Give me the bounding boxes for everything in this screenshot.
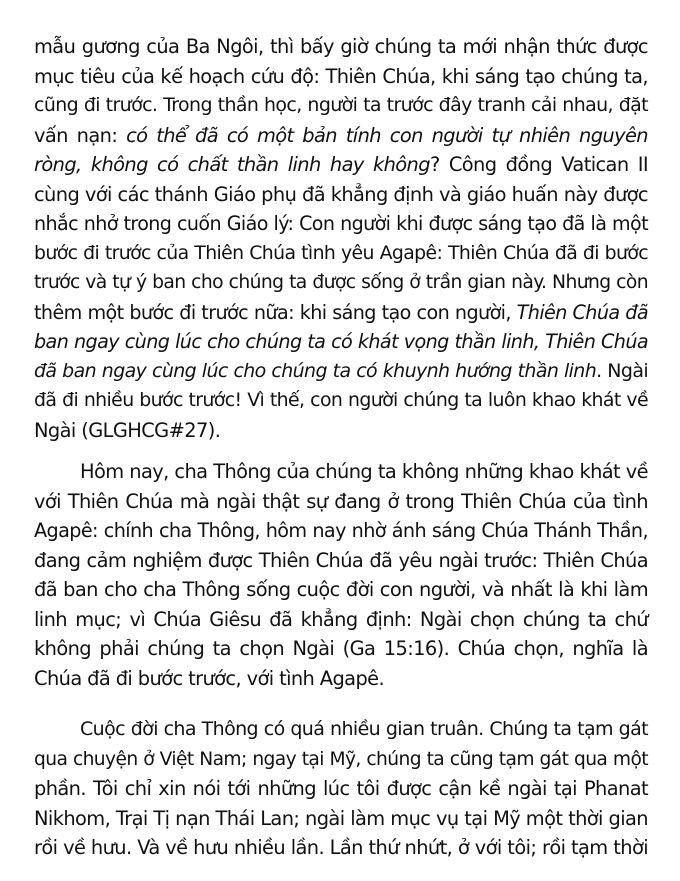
text-segment: mục tiêu của kế hoạch cứu độ: Thiên Chúa, khi sáng tạo chúng ta, (34, 64, 648, 88)
text-line (34, 357, 648, 387)
text-line (34, 605, 648, 635)
text-segment: Ngài (GLGHCG#27). (34, 418, 221, 442)
text-line (34, 516, 648, 546)
text-line (34, 62, 648, 92)
text-segment: phần. Tôi chỉ xin nói tới những lúc tôi được cận kề ngài tại Phanat (34, 777, 648, 800)
text-segment: cùng với các thánh Giáo phụ đã khẳng định và giáo huấn này được (34, 182, 648, 206)
text-segment: cũng đi trước. Trong thần học, người ta trước đây tranh cải nhau, đặt (34, 94, 648, 116)
paragraph (34, 32, 648, 445)
text-line (34, 209, 648, 239)
text-segment-italic: đã ban ngay cùng lúc cho chúng ta có khuynh hướng thần linh (34, 359, 597, 382)
text-line (34, 664, 648, 694)
text-line (34, 546, 648, 576)
text-line (34, 150, 648, 180)
text-segment-italic: Thiên Chúa đã (516, 300, 648, 324)
text-segment: Cuộc đời cha Thông có quá nhiều gian truân. Chúng ta tạm gát (80, 718, 648, 740)
text-segment: Agapê: chính cha Thông, hôm nay nhờ ánh sáng Chúa Thánh Thần, (34, 519, 648, 542)
text-segment: Nikhom, Trại Tị nạn Thái Lan; ngài làm mục vụ tại Mỹ một thời gian (34, 806, 648, 830)
text-line (34, 91, 648, 121)
text-line (34, 634, 648, 664)
text-segment: . Ngài (596, 359, 648, 382)
text-segment: nhắc nhở trong cuốn Giáo lý: Con người khi được sáng tạo đã là một (34, 212, 648, 235)
text-segment: rồi về hưu. Và về hưu nhiều lần. Lần thứ nhứt, ở với tôi; rồi tạm thời (34, 836, 648, 859)
paragraph (34, 715, 648, 863)
text-segment: đã đi nhiều bước trước! Vì thế, con người chúng ta luôn khao khát về (34, 389, 648, 411)
text-line (34, 180, 648, 210)
text-line (34, 457, 648, 487)
text-segment-italic: có thể đã có một bản tính con người tự nhiên nguyên (126, 123, 648, 147)
text-line (34, 386, 648, 416)
text-line (34, 487, 648, 517)
text-line (34, 239, 648, 269)
text-line (34, 575, 648, 605)
text-segment: thêm một bước đi trước nữa: khi sáng tạo con người, (34, 300, 517, 324)
text-segment: không phải chúng ta chọn Ngài (Ga 15:16). Chúa chọn, nghĩa là (34, 637, 648, 660)
text-line (34, 715, 648, 745)
paragraph (34, 457, 648, 693)
text-segment: đã ban cho cha Thông sống cuộc đời con người, và nhất là khi làm (34, 578, 648, 601)
text-line (34, 774, 648, 804)
text-line (34, 32, 648, 62)
text-segment: ? Công đồng Vatican II (429, 153, 648, 176)
text-line (34, 804, 648, 834)
text-segment: Hôm nay, cha Thông của chúng ta không những khao khát về (80, 460, 648, 483)
text-line (34, 121, 648, 151)
text-line (34, 745, 648, 775)
text-line (34, 327, 648, 357)
text-segment: linh mục; vì Chúa Giêsu đã khẳng định: Ngài chọn chúng ta chứ (34, 607, 648, 631)
text-segment: với Thiên Chúa mà ngài thật sự đang ở trong Thiên Chúa của tình (34, 489, 648, 513)
text-segment: Chúa đã đi bước trước, với tình Agapê. (34, 666, 385, 690)
text-segment-italic: ròng, không có chất thần linh hay không (34, 153, 430, 176)
text-segment-italic: ban ngay cùng lúc cho chúng ta có khát vọng thần linh, Thiên Chúa (34, 330, 648, 353)
text-line (34, 298, 648, 328)
text-segment: mẫu gương của Ba Ngôi, thì bấy giờ chúng ta mới nhận thức được (34, 35, 648, 58)
text-segment: vấn nạn: (34, 123, 127, 147)
text-line (34, 833, 648, 863)
text-segment: đang cảm nghiệm được Thiên Chúa đã yêu ngài trước: Thiên Chúa (34, 548, 648, 572)
text-line (34, 416, 648, 446)
text-segment: qua chuyện ở Việt Nam; ngay tại Mỹ, chúng ta cũng tạm gát qua một (34, 748, 648, 770)
text-segment: trước và tự ý ban cho chúng ta được sống ở trần gian này. Nhưng còn (34, 272, 648, 293)
text-segment: bước đi trước của Thiên Chúa tình yêu Agapê: Thiên Chúa đã đi bước (34, 242, 648, 264)
text-line (34, 268, 648, 298)
